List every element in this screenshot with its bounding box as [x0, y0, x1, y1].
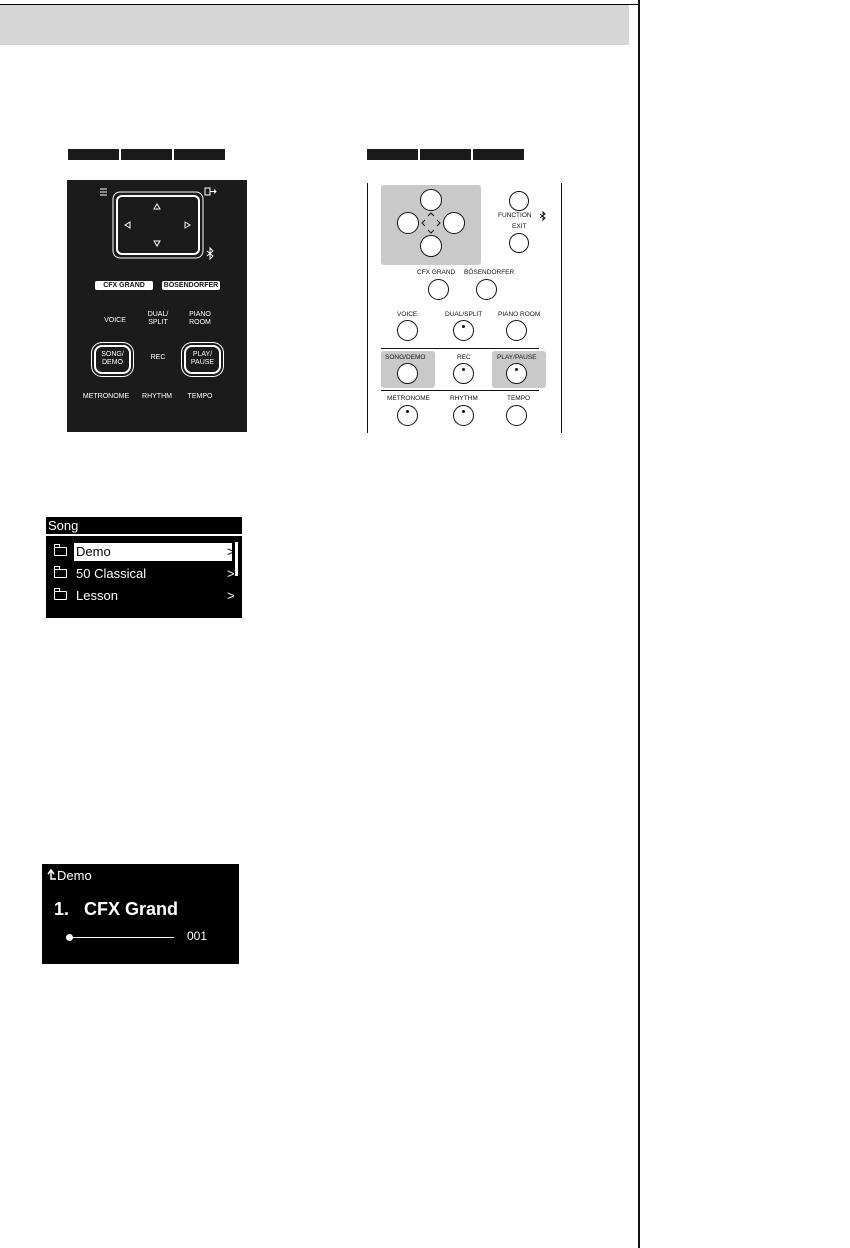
- piano-room-button[interactable]: [506, 320, 527, 341]
- play-pause-button[interactable]: [506, 363, 527, 384]
- play-pause-label: PLAY/ PAUSE: [190, 351, 215, 366]
- model-tab: [367, 149, 418, 160]
- scrollbar[interactable]: [235, 542, 238, 576]
- song-number: 001: [187, 929, 208, 943]
- folder-icon: [54, 591, 67, 600]
- rec-label: REC: [150, 354, 166, 361]
- play-pause-label: PLAY/PAUSE: [497, 354, 537, 361]
- back-arrow-icon: [47, 869, 57, 881]
- control-panel-light: [367, 183, 563, 433]
- up-arrow-icon: [154, 204, 160, 209]
- rhythm-button[interactable]: [453, 405, 474, 426]
- list-item-demo[interactable]: [54, 543, 235, 561]
- current-song-title: 1. CFX Grand: [54, 899, 179, 919]
- song-demo-button[interactable]: [94, 345, 131, 374]
- chevron-right-icon: >: [227, 544, 235, 559]
- song-display: [46, 517, 242, 618]
- play-pause-button[interactable]: [184, 345, 221, 374]
- rec-button[interactable]: [453, 363, 474, 384]
- cursor-chevrons-icon: [417, 209, 447, 239]
- folder-icon: [54, 569, 67, 578]
- tempo-button[interactable]: [506, 405, 527, 426]
- down-arrow-icon: [154, 241, 160, 246]
- list-item-label: Lesson: [76, 588, 118, 603]
- model-tabs-b: [367, 149, 524, 160]
- title-rule: [46, 534, 242, 536]
- model-tab: [121, 149, 172, 160]
- list-item-label: Demo: [76, 544, 111, 559]
- dual-split-button[interactable]: [453, 320, 474, 341]
- progress-knob[interactable]: [66, 934, 73, 941]
- list-item-label: 50 Classical: [76, 566, 147, 581]
- tempo-label: TEMPO: [507, 395, 531, 402]
- metronome-label: METRONOME: [82, 393, 130, 400]
- control-panel-dark: [67, 180, 247, 432]
- bosendorfer-button[interactable]: [476, 279, 497, 300]
- function-label: FUNCTION: [498, 212, 532, 219]
- bluetooth-icon: [207, 248, 213, 259]
- divider: [381, 390, 539, 391]
- chevron-right-icon: >: [227, 566, 235, 581]
- model-tab: [68, 149, 119, 160]
- model-tab: [473, 149, 524, 160]
- margin-rule: [638, 0, 640, 1248]
- metronome-button[interactable]: [397, 405, 418, 426]
- bosendorfer-label: BÖSENDORFER: [464, 269, 515, 276]
- exit-label: EXIT: [512, 223, 527, 230]
- cfx-grand-button[interactable]: [428, 279, 449, 300]
- voice-label: VOICE: [104, 317, 126, 324]
- up-button[interactable]: [420, 189, 442, 211]
- cfx-grand-label: CFX GRAND: [95, 281, 153, 290]
- rec-label: REC: [457, 354, 471, 361]
- function-button[interactable]: [509, 191, 529, 211]
- metronome-label: METRONOME: [387, 395, 430, 402]
- model-tab: [174, 149, 225, 160]
- dual-split-label: DUAL/ SPLIT: [147, 311, 169, 326]
- song-title-bar: [46, 517, 242, 534]
- model-tab: [420, 149, 471, 160]
- demo-display: [42, 864, 239, 964]
- right-arrow-icon: [185, 222, 190, 228]
- song-demo-button[interactable]: [397, 363, 418, 384]
- back-label: Demo: [57, 868, 92, 883]
- exit-button[interactable]: [509, 233, 529, 253]
- song-screen-title: Song: [48, 518, 79, 533]
- cfx-grand-label: CFX GRAND: [417, 269, 456, 276]
- section-header-bar: [0, 5, 629, 45]
- progress-track: [70, 937, 174, 938]
- piano-room-label: PIANO ROOM: [189, 311, 211, 326]
- dual-split-label: DUAL/SPLIT: [445, 311, 483, 318]
- left-button[interactable]: [397, 212, 419, 234]
- song-demo-label: SONG/ DEMO: [101, 351, 124, 366]
- rhythm-label: RHYTHM: [142, 393, 172, 400]
- tempo-label: TEMPO: [187, 393, 213, 400]
- left-arrow-icon: [125, 222, 130, 228]
- piano-room-label: PIANO ROOM: [498, 311, 541, 318]
- exit-icon: [205, 188, 216, 195]
- model-tabs-a: [68, 149, 225, 160]
- bosendorfer-label: BÖSENDORFER: [163, 282, 219, 289]
- divider: [381, 348, 539, 349]
- list-item-lesson[interactable]: [54, 587, 235, 605]
- menu-icon: [100, 189, 107, 195]
- voice-label: VOICE: [397, 311, 418, 318]
- folder-icon: [54, 547, 67, 556]
- chevron-right-icon: >: [227, 588, 235, 603]
- bluetooth-icon: [539, 211, 547, 221]
- back-breadcrumb[interactable]: [47, 868, 92, 883]
- rhythm-label: RHYTHM: [450, 395, 478, 402]
- voice-button[interactable]: [397, 320, 418, 341]
- list-item-50-classical[interactable]: [54, 565, 235, 583]
- song-demo-label: SONG/DEMO: [385, 354, 426, 361]
